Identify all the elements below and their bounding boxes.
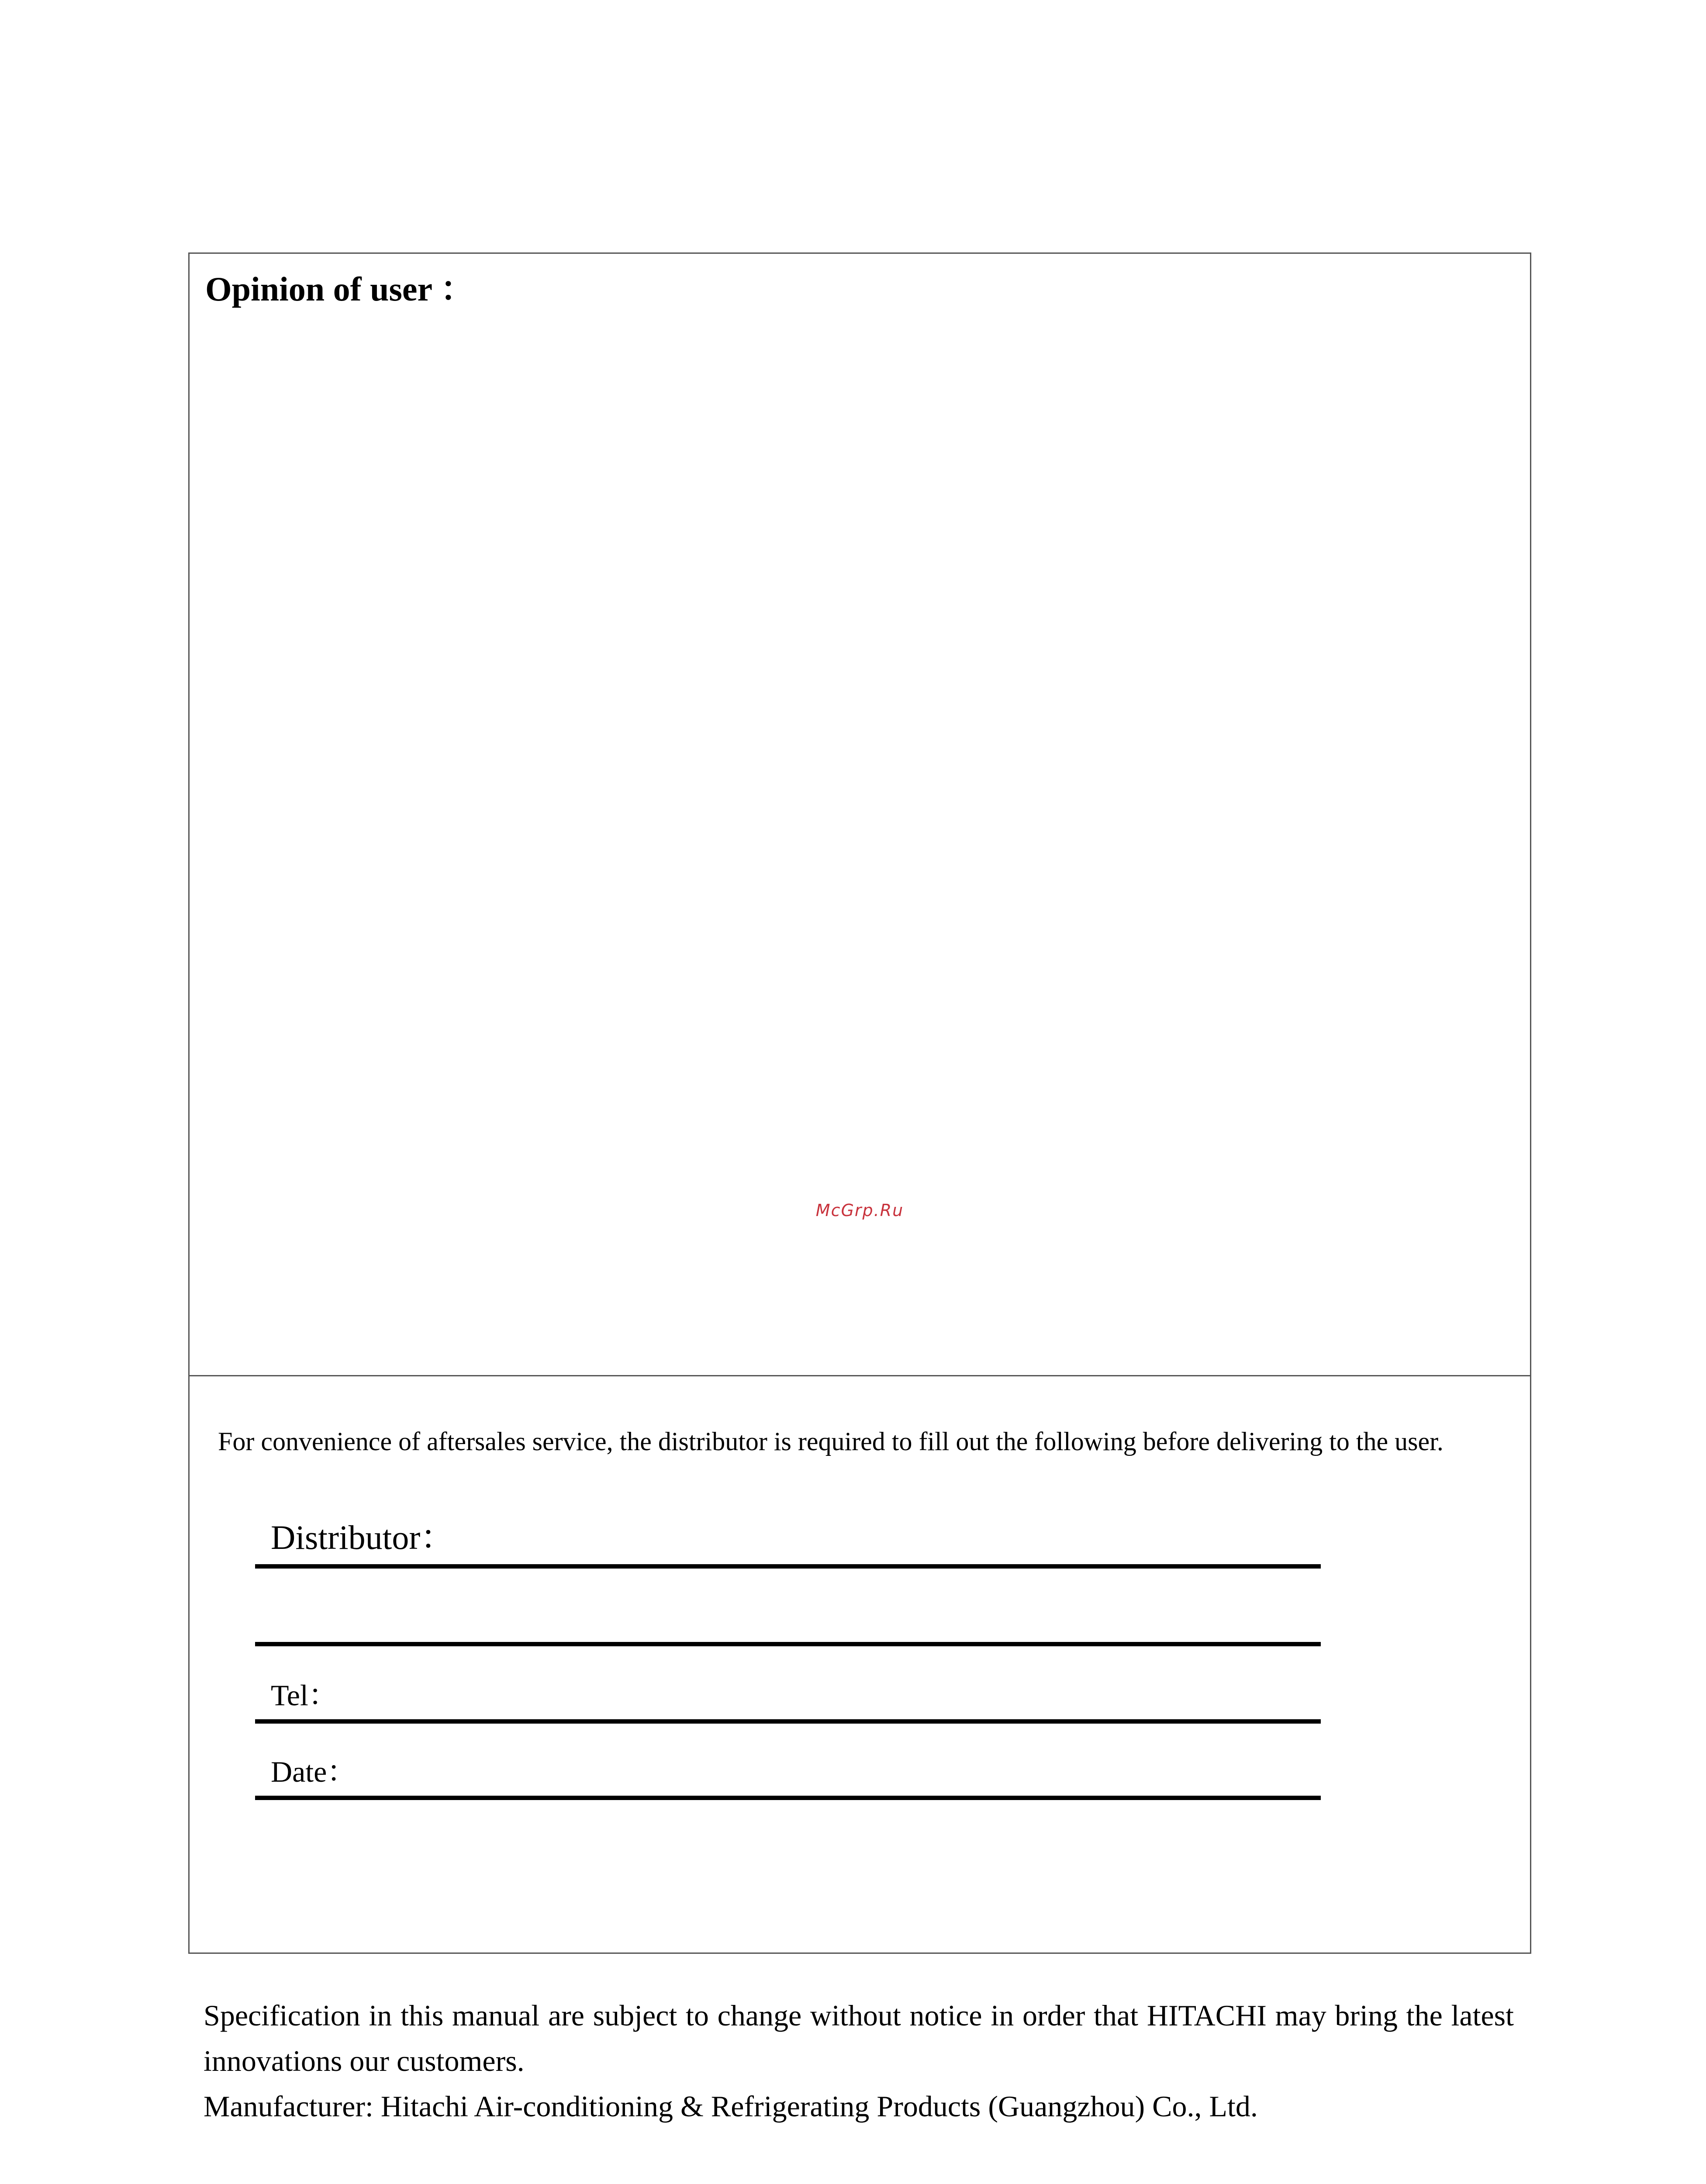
watermark: McGrp.Ru — [815, 1201, 904, 1220]
manufacturer-line: Manufacturer: Hitachi Air-conditioning & Refrigerating Products (Guangzhou) Co., Ltd. — [204, 2090, 1258, 2123]
specification-note: Specification in this manual are subject to change without notice in order that HITACHI may bring the latest innovations our customers. — [204, 1999, 1514, 2077]
distributor-field-second-line[interactable] — [255, 1612, 1321, 1646]
opinion-label: Opinion of user ： — [205, 270, 475, 308]
footer — [204, 1993, 1514, 2129]
distributor-section — [190, 1376, 1530, 1952]
distributor-instruction: For convenience of aftersales service, the distributor is required to fill out the following before delivering to the user. — [218, 1427, 1444, 1456]
distributor-label: Distributor： — [271, 1518, 455, 1556]
user-opinion-form — [188, 252, 1531, 1954]
date-label: Date： — [271, 1755, 357, 1788]
distributor-field[interactable] — [255, 1518, 1321, 1569]
tel-field[interactable] — [255, 1679, 1321, 1724]
opinion-section[interactable] — [190, 254, 1530, 1376]
tel-label: Tel： — [271, 1679, 338, 1712]
date-field[interactable] — [255, 1755, 1321, 1800]
